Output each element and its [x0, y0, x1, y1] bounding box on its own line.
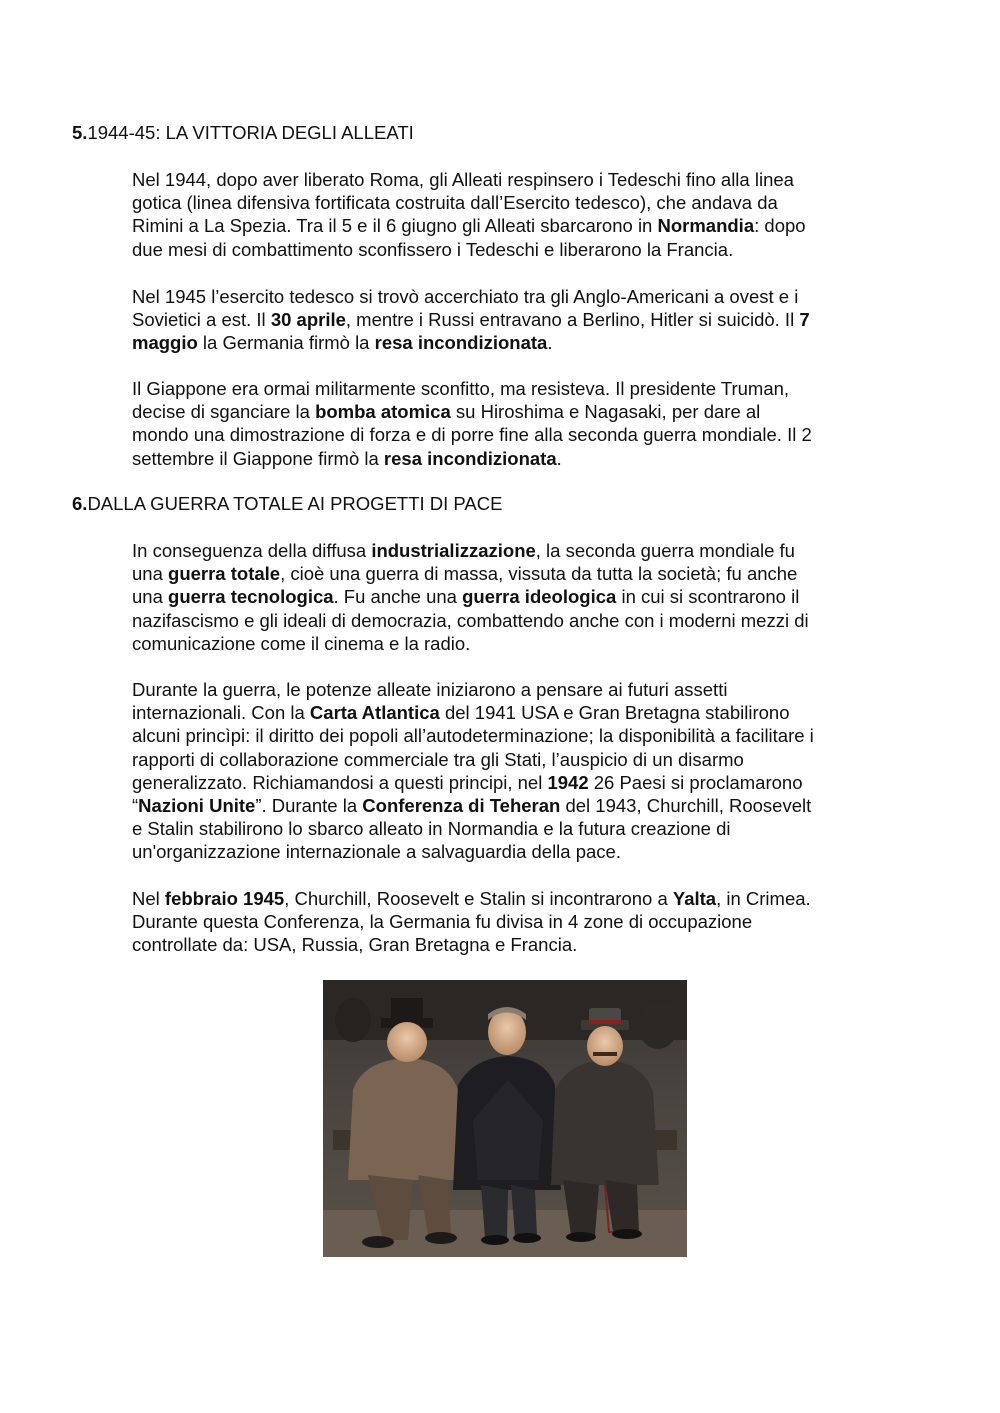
bold-term: Normandia	[657, 215, 755, 237]
text-line	[132, 887, 892, 910]
text-line	[132, 168, 892, 191]
text-line	[132, 191, 892, 214]
text-line	[132, 794, 892, 817]
bold-term: 30 aprile	[270, 309, 346, 331]
text-run: due mesi di combattimento sconfissero i Tedeschi e liberarono la Francia.	[132, 238, 734, 260]
text-run: alcuni princìpi: il diritto dei popoli all’autodeterminazione; la disponibilità a facilitare i	[132, 725, 814, 747]
text-line	[132, 447, 892, 470]
text-run: comunicazione come il cinema e la radio.	[132, 632, 471, 654]
bold-term: guerra tecnologica	[168, 586, 334, 608]
text-run: del 1943, Churchill, Roosevelt	[560, 795, 812, 817]
paragraph	[132, 539, 892, 655]
text-run: 26 Paesi si proclamarono	[588, 771, 803, 793]
section-number: 6.	[72, 493, 88, 514]
bold-term: maggio	[132, 332, 198, 354]
text-run: gotica (linea difensiva fortificata costruita dall’Esercito tedesco), che andava da	[132, 192, 778, 214]
photo-illustration	[323, 980, 687, 1257]
text-line	[132, 562, 892, 585]
text-line	[132, 933, 892, 956]
text-run: generalizzato. Richiamandosi a questi principi, nel	[132, 771, 548, 793]
text-run: una	[132, 563, 169, 585]
bold-term: resa incondizionata	[383, 447, 557, 469]
text-run: , mentre i Russi entravano a Berlino, Hitler si suicidò. Il	[345, 309, 800, 331]
text-line	[132, 701, 892, 724]
text-run: Il Giappone era ormai militarmente sconfitto, ma resisteva. Il presidente Truman,	[132, 378, 790, 399]
text-run: e Stalin stabilirono lo sbarco alleato in Normandia e la futura creazione di	[132, 818, 731, 840]
text-line	[132, 748, 892, 771]
section-title-5	[72, 121, 414, 144]
text-run: In conseguenza della diffusa	[132, 540, 372, 561]
text-run: Nel 1944, dopo aver liberato Roma, gli Alleati respinsero i Tedeschi fino alla linea	[132, 169, 794, 190]
text-run: su Hiroshima e Nagasaki, per dare al	[450, 401, 761, 423]
text-line	[132, 678, 892, 701]
bold-term: guerra ideologica	[462, 586, 617, 608]
text-run: .	[547, 332, 553, 354]
text-run: mondo una dimostrazione di forza e di porre fine alla seconda guerra mondiale. Il 2	[132, 424, 812, 446]
bold-term: Carta Atlantica	[309, 702, 440, 724]
text-line	[132, 771, 892, 794]
text-run: Durante la guerra, le potenze alleate iniziarono a pensare ai futuri assetti	[132, 679, 728, 700]
paragraph	[132, 168, 892, 261]
text-run: un'organizzazione internazionale a salvaguardia della pace.	[132, 841, 621, 863]
bold-term: Nazioni Unite	[138, 795, 256, 817]
bold-term: guerra totale	[168, 563, 281, 585]
section-number: 5.	[72, 122, 88, 143]
text-line	[132, 539, 892, 562]
text-run: del 1941 USA e Gran Bretagna stabilirono	[439, 702, 790, 724]
paragraph	[132, 377, 892, 470]
text-run: .	[556, 447, 562, 469]
text-run: Rimini a La Spezia. Tra il 5 e il 6 giugno gli Alleati sbarcarono in	[132, 215, 658, 237]
text-run: nazifascismo e gli ideali di democrazia, combattendo anche con i moderni mezzi di	[132, 609, 809, 631]
text-line	[132, 840, 892, 863]
text-run: . Fu anche una	[333, 586, 463, 608]
text-run: una	[132, 586, 169, 608]
text-line	[132, 609, 892, 632]
section-title-text: 1944-45: LA VITTORIA DEGLI ALLEATI	[87, 122, 414, 143]
text-run: rapporti di collaborazione commerciale tra gli Stati, l’auspicio di un disarmo	[132, 748, 744, 770]
paragraph	[132, 285, 892, 355]
bold-term: 1942	[547, 771, 589, 793]
paragraph	[132, 678, 892, 864]
paragraph	[132, 887, 892, 957]
text-line	[132, 724, 892, 747]
section-title-text: DALLA GUERRA TOTALE AI PROGETTI DI PACE	[87, 493, 503, 514]
bold-term: Conferenza di Teheran	[362, 795, 561, 817]
text-line	[132, 632, 892, 655]
bold-term: resa incondizionata	[374, 332, 548, 354]
text-line	[132, 910, 892, 933]
bold-term: Yalta	[672, 888, 717, 909]
text-line	[132, 238, 892, 261]
text-line	[132, 817, 892, 840]
text-run: Nel 1945 l’esercito tedesco si trovò accerchiato tra gli Anglo-Americani a ovest e i	[132, 286, 799, 307]
yalta-conference-photo	[323, 980, 687, 1257]
text-run: settembre il Giappone firmò la	[132, 447, 384, 469]
text-run: internazionali. Con la	[132, 702, 310, 724]
section-title-6	[72, 492, 502, 515]
text-run: decise di sganciare la	[132, 401, 316, 423]
text-run: : dopo	[754, 215, 806, 237]
text-run: Sovietici a est. Il	[132, 309, 271, 331]
text-run: , la seconda guerra mondiale fu	[535, 540, 795, 561]
bold-term: 7	[799, 309, 810, 331]
text-run: Nel	[132, 888, 165, 909]
text-line	[132, 585, 892, 608]
text-run: la Germania firmò la	[197, 332, 375, 354]
bold-term: febbraio 1945	[164, 888, 285, 909]
text-line	[132, 285, 892, 308]
text-line	[132, 423, 892, 446]
text-line	[132, 308, 892, 331]
text-run: “	[132, 795, 139, 817]
text-run: controllate da: USA, Russia, Gran Bretagna e Francia.	[132, 934, 578, 956]
text-run: , cioè una guerra di massa, vissuta da tutta la società; fu anche	[280, 563, 798, 585]
text-run: Durante questa Conferenza, la Germania fu divisa in 4 zone di occupazione	[132, 911, 753, 933]
bold-term: bomba atomica	[315, 401, 451, 423]
bold-term: industrializzazione	[371, 540, 536, 561]
text-run: , Churchill, Roosevelt e Stalin si incontrarono a	[284, 888, 673, 909]
text-line	[132, 331, 892, 354]
text-run: , in Crimea.	[716, 888, 811, 909]
text-line	[132, 214, 892, 237]
text-run: ”. Durante la	[255, 795, 363, 817]
text-line	[132, 400, 892, 423]
text-line	[132, 377, 892, 400]
text-run: in cui si scontrarono il	[616, 586, 800, 608]
